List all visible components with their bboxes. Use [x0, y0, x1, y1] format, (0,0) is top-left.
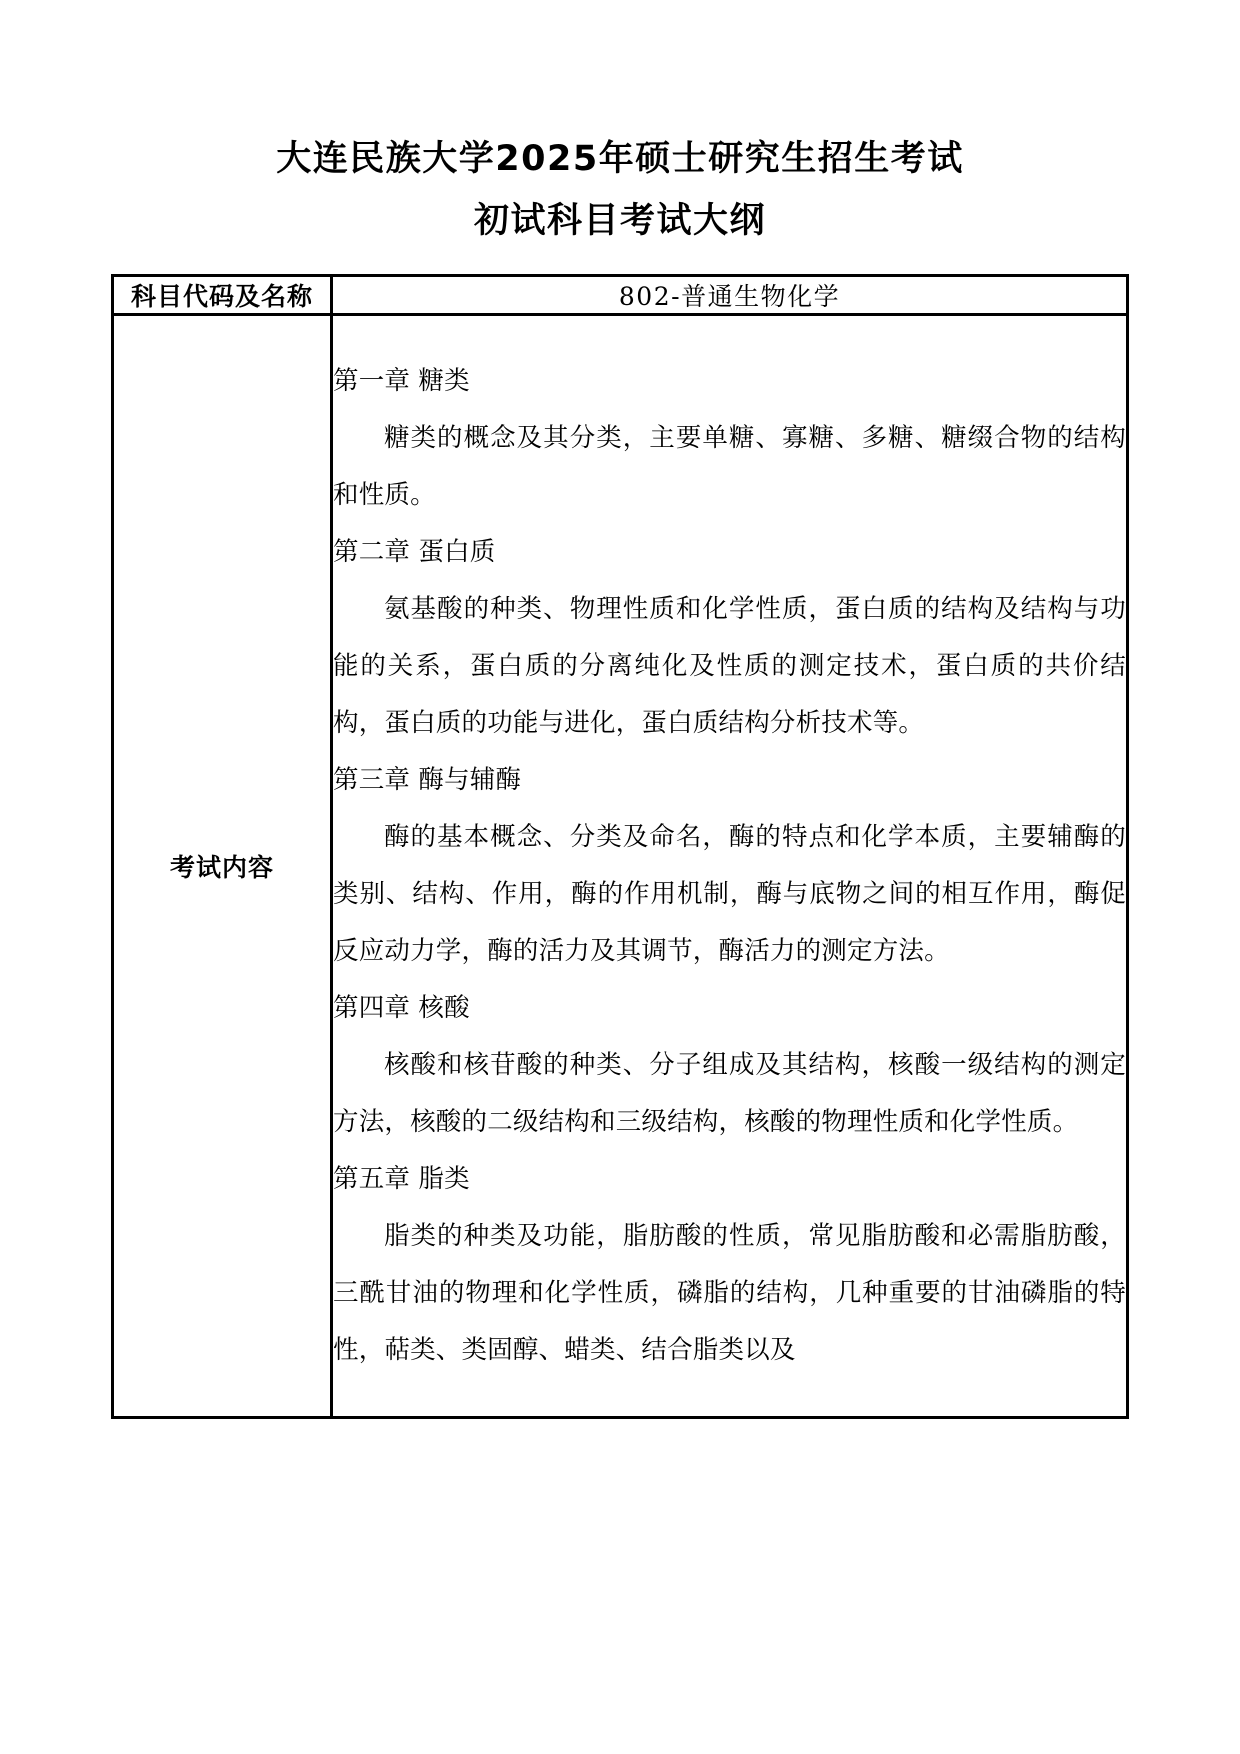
document-title-line-1: 大连民族大学2025年硕士研究生招生考试 — [276, 139, 964, 179]
table-row-subject — [113, 276, 1128, 315]
chapter-body: 核酸和核苷酸的种类、分子组成及其结构，核酸一级结构的测定方法，核酸的二级结构和三级结构，核酸的物理性质和化学性质。 — [333, 1050, 1126, 1137]
chapter-body: 酶的基本概念、分类及命名，酶的特点和化学本质，主要辅酶的类别、结构、作用，酶的作用机制，酶与底物之间的相互作用，酶促反应动力学，酶的活力及其调节，酶活力的测定方法。 — [333, 822, 1126, 966]
syllabus-content-flow — [333, 353, 1126, 1379]
content-label-cell: 考试内容 — [113, 315, 332, 1418]
chapter-heading: 第四章 核酸 — [333, 993, 470, 1023]
subject-label-cell: 科目代码及名称 — [113, 276, 332, 315]
content-body-cell — [332, 315, 1128, 1418]
chapter-heading: 第二章 蛋白质 — [333, 537, 496, 567]
chapter-heading: 第一章 糖类 — [333, 366, 470, 396]
document-title-block — [0, 0, 1240, 252]
document-title-line-2: 初试科目考试大纲 — [473, 201, 766, 241]
chapter-heading: 第五章 脂类 — [333, 1164, 470, 1194]
table-row-content — [113, 315, 1128, 1418]
syllabus-table — [111, 274, 1129, 1419]
chapter-body: 糖类的概念及其分类，主要单糖、寡糖、多糖、糖缀合物的结构和性质。 — [333, 423, 1126, 510]
chapter-body: 脂类的种类及功能，脂肪酸的性质，常见脂肪酸和必需脂肪酸，三酰甘油的物理和化学性质，磷脂的结构，几种重要的甘油磷脂的特性，萜类、类固醇、蜡类、结合脂类以及 — [333, 1221, 1126, 1365]
chapter-body: 氨基酸的种类、物理性质和化学性质，蛋白质的结构及结构与功能的关系，蛋白质的分离纯化及性质的测定技术，蛋白质的共价结构，蛋白质的功能与进化，蛋白质结构分析技术等。 — [333, 594, 1126, 738]
chapter-heading: 第三章 酶与辅酶 — [333, 765, 522, 795]
subject-value-cell: 802-普通生物化学 — [332, 276, 1128, 315]
syllabus-table-wrapper — [111, 274, 1129, 1419]
